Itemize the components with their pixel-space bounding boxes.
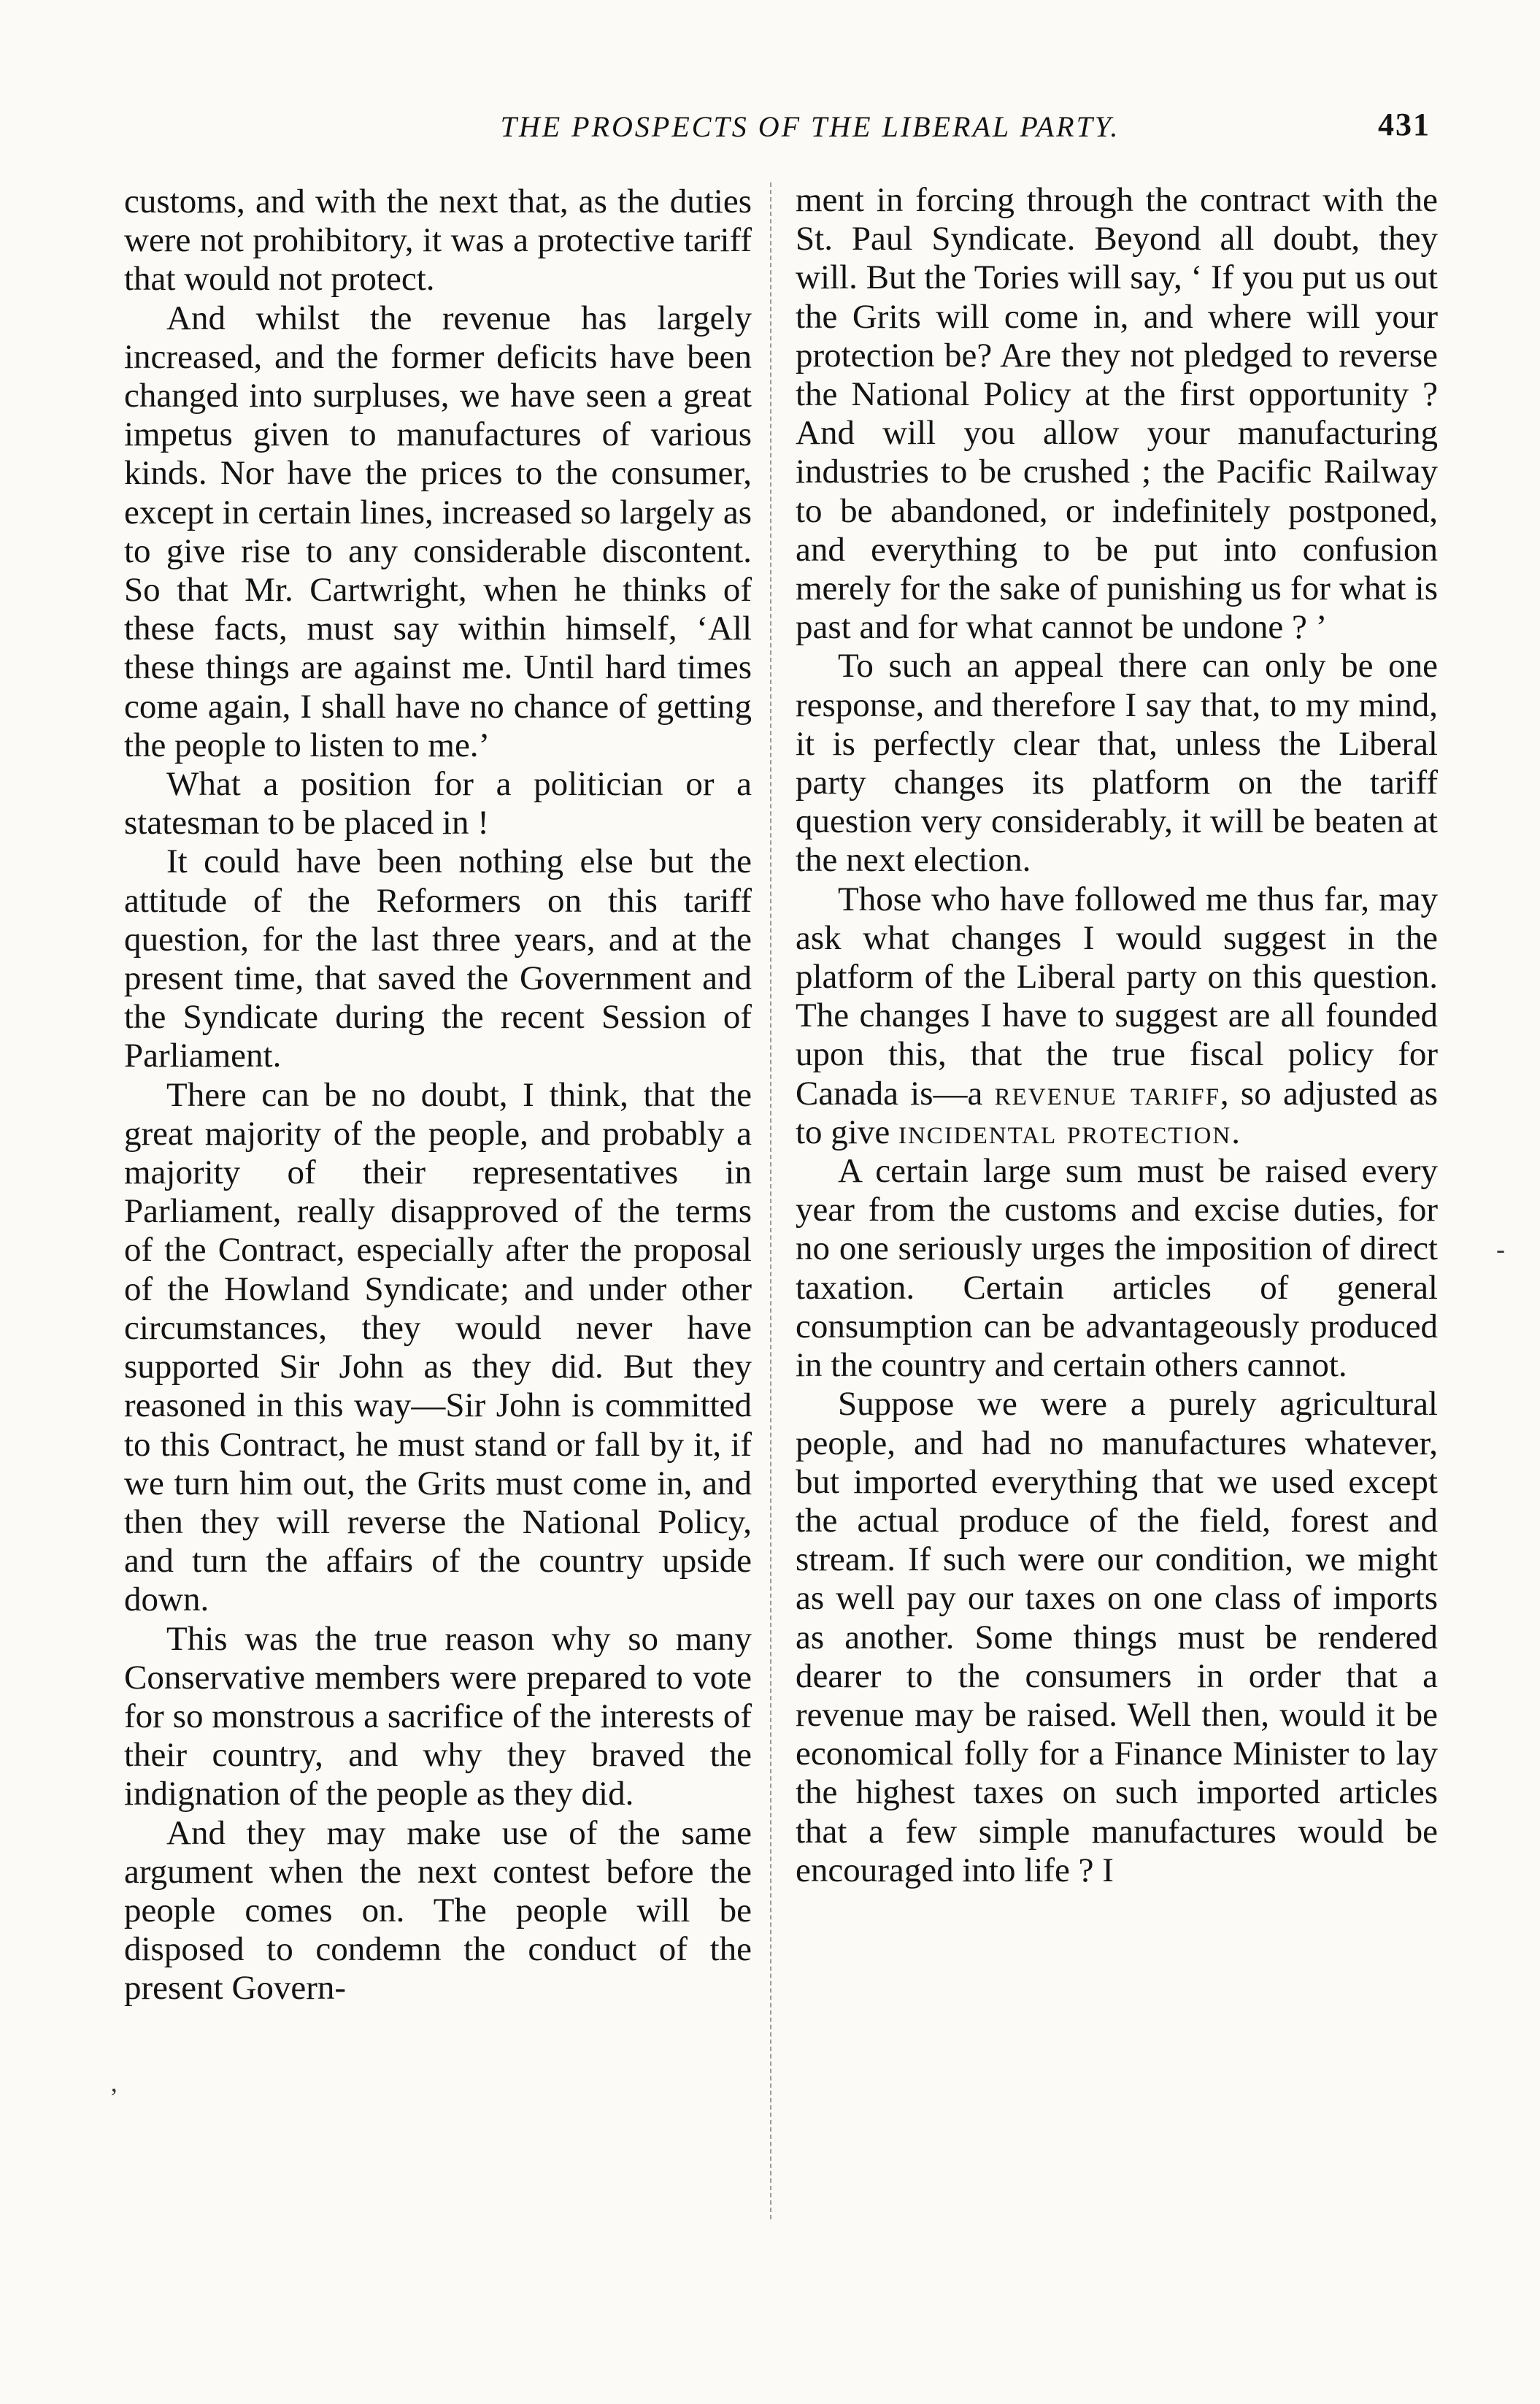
paragraph: What a position for a politician or a statesman to be placed in ! bbox=[124, 765, 752, 842]
paragraph: And whilst the revenue has largely increased, and the former deficits have been changed into surpluses, we have seen a great impetus given to manufactures of various kinds. Nor have the prices to the consumer, except in certain lines, increased so largely as to give rise to any considerable discontent. So that Mr. Cartwright, when he thinks of these facts, must say within himself, ‘All these things are against me. Until hard times come again, I shall have no chance of getting the people to listen to me.’ bbox=[124, 299, 752, 764]
paragraph: This was the true reason why so many Conservative members were prepared to vote for so monstrous a sacrifice of the interests of their country, and why they braved the indignation of the people as they did. bbox=[124, 1619, 752, 1813]
right-column bbox=[796, 181, 1438, 1890]
paragraph-text: Those who have followed me thus far, may ask what changes I would suggest in the platform of the Liberal party on this question. The changes I have to suggest are all founded upon this, that the true fiscal policy for Canada is—a bbox=[796, 880, 1438, 1113]
paragraph: Suppose we were a purely agricultural people, and had no manufactures whatever, but imported everything that we used except the actual produce of the field, forest and stream. If such were our condition, we might as well pay our taxes on one class of imports as another. Some things must be rendered dearer to the consumers in order that a revenue may be raised. Well then, would it be economical folly for a Finance Minister to lay the highest taxes on such imported articles that a few simple manufactures would be encouraged into life ? I bbox=[796, 1385, 1438, 1889]
small-caps-phrase: revenue tariff bbox=[994, 1074, 1220, 1113]
paragraph: ment in forcing through the contract with the St. Paul Syndicate. Beyond all doubt, they will. But the Tories will say, ‘ If you put us out the Grits will come in, and where will your protection be? Are they not pledged to reverse the National Policy at the first opportunity ? And will you allow your manufacturing industries to be crushed ; the Pacific Railway to be abandoned, or indefinitely postponed, and everything to be put into confusion merely for the sake of punishing us for what is past and for what cannot be undone ? ’ bbox=[796, 181, 1438, 647]
column-divider bbox=[770, 183, 771, 2219]
page-number: 431 bbox=[1378, 107, 1431, 142]
margin-mark: ʼ bbox=[109, 2083, 118, 2112]
paragraph: There can be no doubt, I think, that the great majority of the people, and probably a majority of their representatives in Parliament, really disapproved of the terms of the Contract, especially after the proposal of the Howland Syndicate; and under other circumstances, they would never have supported Sir John as they did. But they reasoned in this way—Sir John is committed to this Contract, he must stand or fall by it, if we turn him out, the Grits must come in, and then they will reverse the National Policy, and turn the affairs of the country upside down. bbox=[124, 1075, 752, 1619]
paragraph: To such an appeal there can only be one response, and therefore I say that, to my mind, it is perfectly clear that, unless the Liberal party changes its platform on the tariff question very considerably, it will be beaten at the next election. bbox=[796, 647, 1438, 880]
paragraph: A certain large sum must be raised every year from the customs and excise duties, for no one seriously urges the imposition of direct taxation. Certain articles of general consumption can be advantageously produced in the country and certain others cannot. bbox=[796, 1152, 1438, 1385]
paragraph: And they may make use of the same argument when the next contest before the people comes on. The people will be disposed to condemn the conduct of the present Govern- bbox=[124, 1813, 752, 2008]
paragraph: It could have been nothing else but the attitude of the Reformers on this tariff question, for the last three years, and at the present time, that saved the Government and the Syndicate during the recent Session of Parliament. bbox=[124, 842, 752, 1075]
paragraph-text: , so adjusted as to give bbox=[796, 1074, 1438, 1151]
paragraph-text: . bbox=[1231, 1113, 1240, 1151]
running-head: THE PROSPECTS OF THE LIBERAL PARTY. bbox=[500, 110, 1120, 143]
left-column bbox=[124, 183, 752, 2008]
margin-mark: ‑ bbox=[1496, 1234, 1505, 1264]
small-caps-phrase: incidental protection bbox=[898, 1113, 1232, 1151]
paragraph: customs, and with the next that, as the duties were not prohibitory, it was a protective tariff that would not protect. bbox=[124, 183, 752, 299]
paragraph bbox=[796, 880, 1438, 1152]
